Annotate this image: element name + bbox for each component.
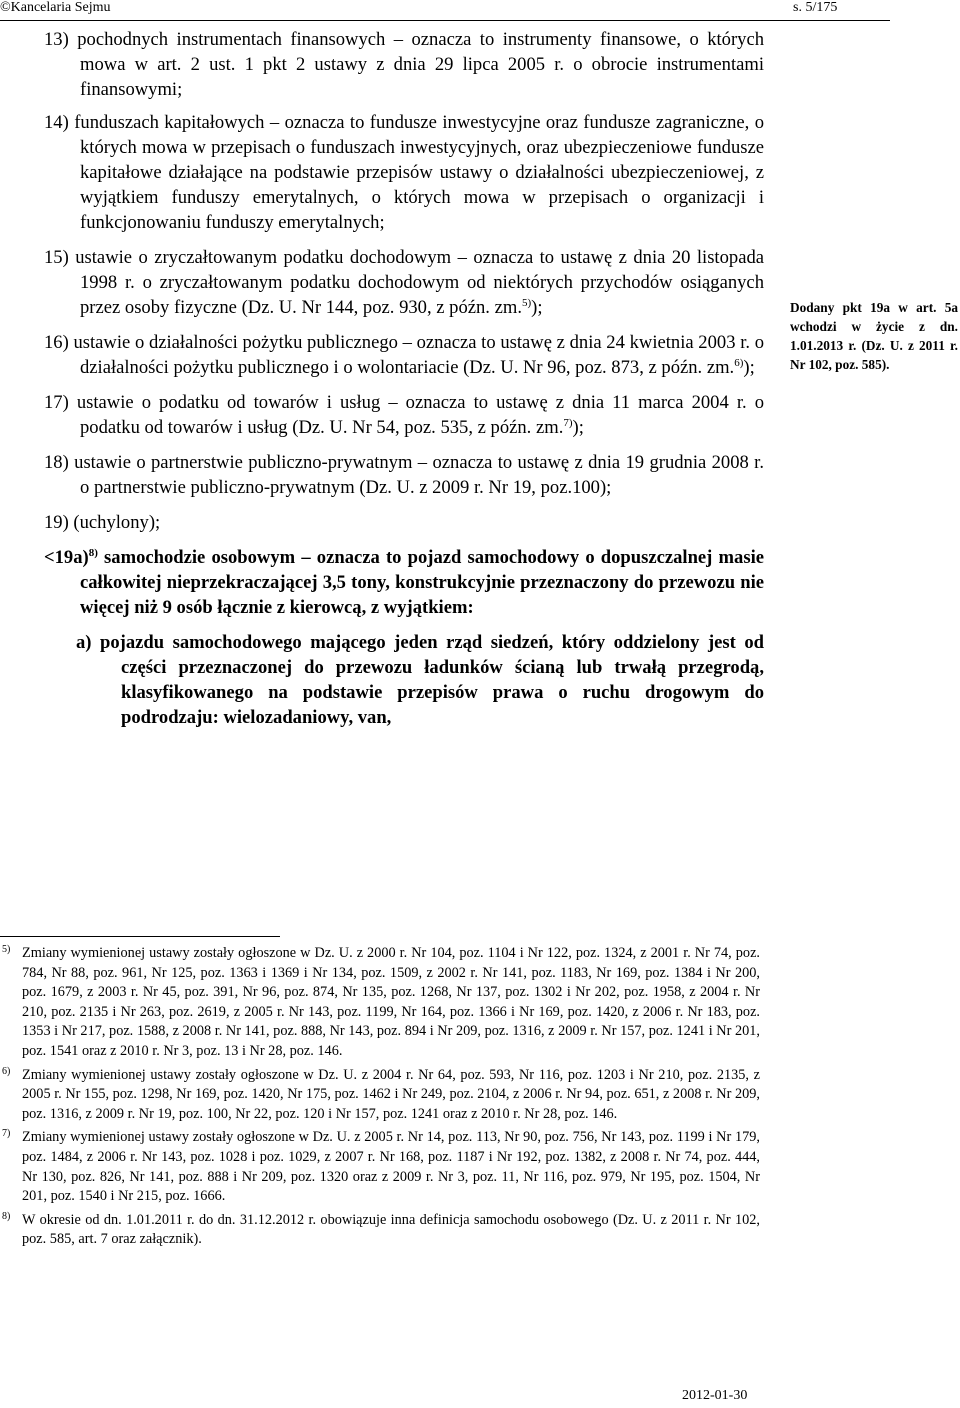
header-divider	[0, 20, 890, 21]
footnote-ref-7: 7)	[563, 416, 573, 429]
item-13: 13) pochodnych instrumentach finansowych – oznacza to instrumenty finansowe, o których mowa w art. 2 ust. 1 pkt 2 ustawy z dnia 29 lipca 2005 r. o obrocie instrumentami finansowymi;	[44, 29, 764, 100]
footnote-separator	[0, 936, 280, 937]
item-15: 15) ustawie o zryczałtowanym podatku dochodowym – oznacza to ustawę z dnia 20 listopada 1998 r. o zryczałtowanym podatku dochodowym od niektórych przychodów osiąganych przez osoby fizyczne (Dz. U. Nr 144, poz. 930, z późn. zm.$^{5)}$);	[44, 247, 764, 318]
footnotes	[0, 944, 760, 1254]
page-header	[0, 0, 960, 22]
item-17: 17) ustawie o podatku od towarów i usług – oznacza to ustawę z dnia 11 marca 2004 r. o podatku od towarów i usług (Dz. U. Nr 54, poz. 535, z późn. zm.$^{7)}$);	[44, 392, 764, 438]
footnote-6: 6) Zmiany wymienionej ustawy zostały ogłoszone w Dz. U. z 2004 r. Nr 64, poz. 593, Nr 116, poz. 1203 i Nr 210, poz. 2135, z 2005 r. Nr 155, poz. 1298, Nr 169, poz. 1420, Nr 175, poz. 1462 i Nr 249, poz. 2104, z 2006 r. Nr 94, poz. 651, z 2008 r. Nr 209, poz. 1316, z 2009 r. Nr 19, poz. 100, Nr 22, poz. 120 i Nr 157, poz. 1241 oraz z 2010 r. Nr 28, poz. 146.	[2, 1065, 760, 1122]
footnote-ref-5: 5)	[521, 296, 532, 309]
item-18: 18) ustawie o partnerstwie publiczno-prywatnym – oznacza to ustawę z dnia 19 grudnia 2008 r. o partnerstwie publiczno-prywatnym (Dz. U. z 2009 r. Nr 19, poz.100);	[44, 452, 764, 498]
page-number: s. 5/175	[793, 0, 838, 15]
item-19a: <19a)$^{8)}$ samochodzie osobowym – oznacza to pojazd samochodowy o dopuszczalnej masie całkowitej nieprzekraczającej 3,5 tony, konstrukcyjnie przeznaczony do przewozu nie więcej niż 9 osób łącznie z kierowcą, z wyjątkiem:	[44, 546, 764, 618]
footnote-ref-6: 6)	[734, 356, 744, 369]
margin-note: Dodany pkt 19a w art. 5a wchodzi w życie z dn. 1.01.2013 r. (Dz. U. z 2011 r. Nr 102, poz. 585).	[790, 300, 958, 372]
item-19a-a: a) pojazdu samochodowego mającego jeden rząd siedzeń, który oddzielony jest od części przeznaczonej do przewozu ładunków ścianą lub trwałą przegrodą, klasyfikowanego na podstawie przepisów prawa o ruchu drogowym do podrodzaju: wielozadaniowy, van,	[76, 632, 764, 728]
item-19: 19) (uchylony);	[44, 512, 161, 533]
footnote-8: 8) W okresie od dn. 1.01.2011 r. do dn. 31.12.2012 r. obowiązuje inna definicja samochodu osobowego (Dz. U. z 2011 r. Nr 102, poz. 585, art. 7 oraz załącznik).	[2, 1210, 760, 1248]
footnote-ref-8: 8)	[88, 546, 98, 559]
item-14: 14) funduszach kapitałowych – oznacza to fundusze inwestycyjne oraz fundusze zagraniczne, o których mowa w przepisach o funduszach inwestycyjnych, oraz ubezpieczeniowe fundusze kapitałowe działające na podstawie przepisów ustawy o działalności ubezpieczeniowej, z wyjątkiem funduszy emerytalnych, o których mowa w przepisach o organizacji i funkcjonowaniu funduszy emerytalnych;	[44, 112, 764, 233]
footnote-5: 5) Zmiany wymienionej ustawy zostały ogłoszone w Dz. U. z 2000 r. Nr 104, poz. 1104 i Nr 122, poz. 1324, z 2001 r. Nr 74, poz. 784, Nr 88, poz. 961, Nr 125, poz. 1363 i 1369 i Nr 134, poz. 1509, z 2002 r. Nr 141, poz. 1183, Nr 169, poz. 1384 i Nr 200, poz. 1679, z 2003 r. Nr 45, poz. 391, Nr 96, poz. 874, Nr 135, poz. 1268, Nr 137, poz. 1302 i Nr 202, poz. 1958, z 2004 r. Nr 210, poz. 2135 i Nr 263, poz. 2619, z 2005 r. Nr 143, poz. 1199, Nr 164, poz. 1366 i Nr 169, poz. 1420, z 2006 r. Nr 183, poz. 1353 i Nr 217, poz. 1588, z 2008 r. Nr 141, poz. 888, Nr 143, poz. 894 i Nr 209, poz. 1316, z 2009 r. Nr 157, poz. 1241 i Nr 201, poz. 1541 oraz z 2010 r. Nr 3, poz. 13 i Nr 28, poz. 146.	[2, 944, 760, 1059]
footnote-7: 7) Zmiany wymienionej ustawy zostały ogłoszone w Dz. U. z 2005 r. Nr 14, poz. 113, Nr 90, poz. 756, Nr 143, poz. 1199 i Nr 179, poz. 1484, z 2006 r. Nr 143, poz. 1028 i poz. 1029, z 2007 r. Nr 168, poz. 1187 i Nr 192, poz. 1382, z 2008 r. Nr 74, poz. 444, Nr 130, poz. 826, Nr 141, poz. 888 i Nr 209, poz. 1320 oraz z 2009 r. Nr 3, poz. 11, Nr 116, poz. 979, Nr 195, poz. 1504, Nr 201, poz. 1540 i Nr 215, poz. 1666.	[2, 1128, 760, 1205]
footer-date: 2012-01-30	[682, 1388, 748, 1403]
source-label: ©Kancelaria Sejmu	[0, 0, 111, 15]
main-text	[44, 27, 764, 730]
item-16: 16) ustawie o działalności pożytku publicznego – oznacza to ustawę z dnia 24 kwietnia 2003 r. o działalności pożytku publicznego i o wolontariacie (Dz. U. Nr 96, poz. 873, z późn. zm.$^{6)}$);	[44, 332, 764, 378]
